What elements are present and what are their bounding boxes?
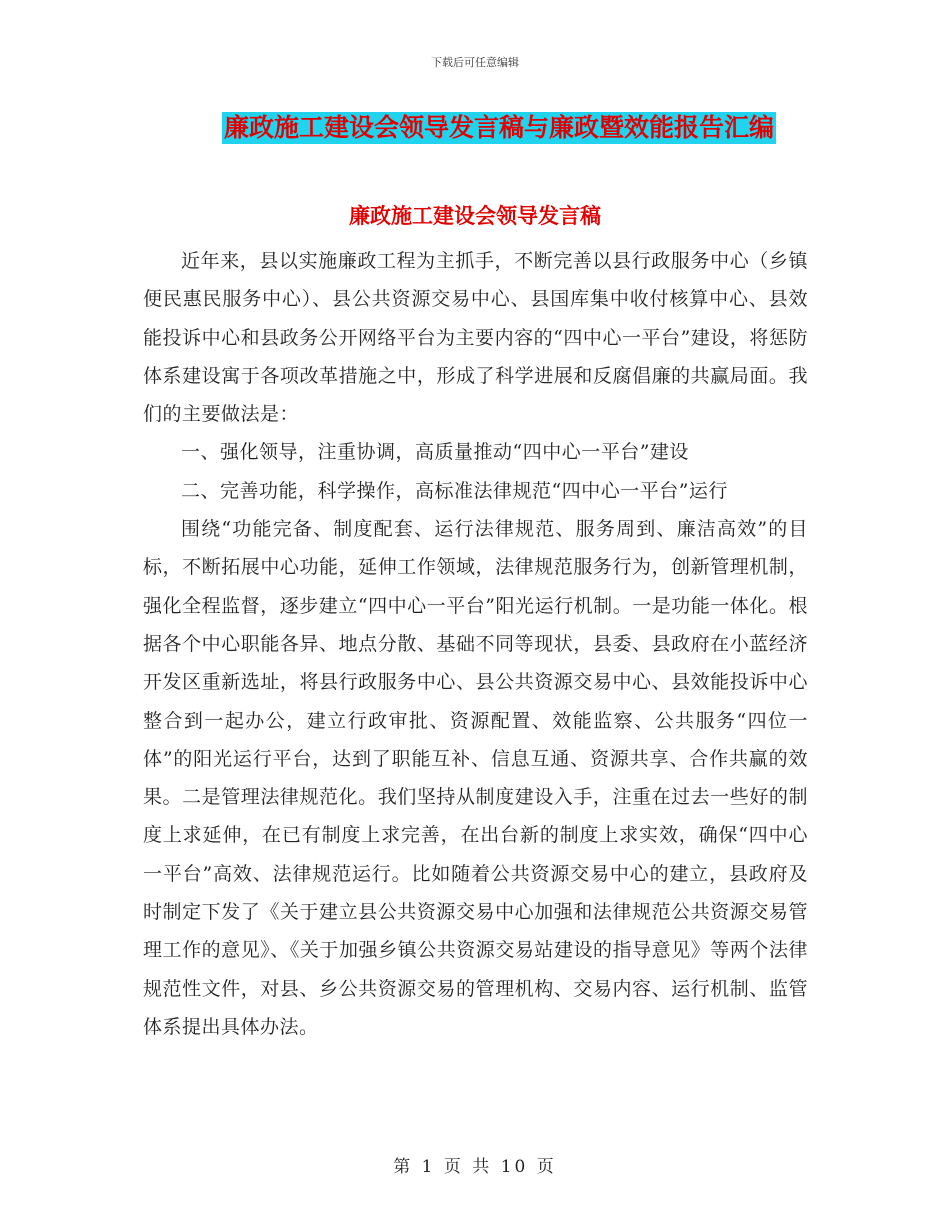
paragraph: 围绕“功能完备、制度配套、运行法律规范、服务周到、廉洁高效”的目标，不断拓展中心功能，延伸工作领域，法律规范服务行为，创新管理机制，强化全程监督，逐步建立“四中心一平台”阳光运行机制。一是功能一体化。根据各个中心职能各异、地点分散、基础不同等现状，县委、县政府在小蓝经济开发区重新选址，将县行政服务中心、县公共资源交易中心、县效能投诉中心整合到一起办公，建立行政审批、资源配置、效能监察、公共服务“四位一体”的阳光运行平台，达到了职能互补、信息互通、资源共享、合作共赢的效果。二是管理法律规范化。我们坚持从制度建设入手，注重在过去一些好的制度上求延伸，在已有制度上求完善，在出台新的制度上求实效，确保“四中心一平台”高效、法律规范运行。比如随着公共资源交易中心的建立，县政府及时制定下发了《关于建立县公共资源交易中心加强和法律规范公共资源交易管理工作的意见》、《关于加强乡镇公共资源交易站建设的指导意见》等两个法律规范性文件，对县、乡公共资源交易的管理机构、交易内容、运行机制、监管体系提出具体办法。 — [143, 518, 808, 1038]
document-body — [143, 242, 808, 1046]
page-header: 下载后可任意编辑 — [431, 56, 519, 69]
page-number-footer: 第 1 页 共 10 页 — [393, 1157, 557, 1177]
main-title: 廉政施工建设会领导发言稿与廉政暨效能报告汇编 — [223, 113, 774, 142]
paragraph: 一、强化领导，注重协调，高质量推动“四中心一平台”建设 — [181, 441, 689, 464]
paragraph: 二、完善功能，科学操作，高标准法律规范“四中心一平台”运行 — [181, 479, 728, 502]
main-title-container — [0, 112, 950, 144]
paragraph: 近年来，县以实施廉政工程为主抓手，不断完善以县行政服务中心（乡镇便民惠民服务中心）、县公共资源交易中心、县国库集中收付核算中心、县效能投诉中心和县政务公开网络平台为主要内容的“四中心一平台”建设，将惩防体系建设寓于各项改革措施之中，形成了科学进展和反腐倡廉的共赢局面。我们的主要做法是： — [143, 250, 808, 426]
sub-title: 廉政施工建设会领导发言稿 — [349, 204, 601, 228]
